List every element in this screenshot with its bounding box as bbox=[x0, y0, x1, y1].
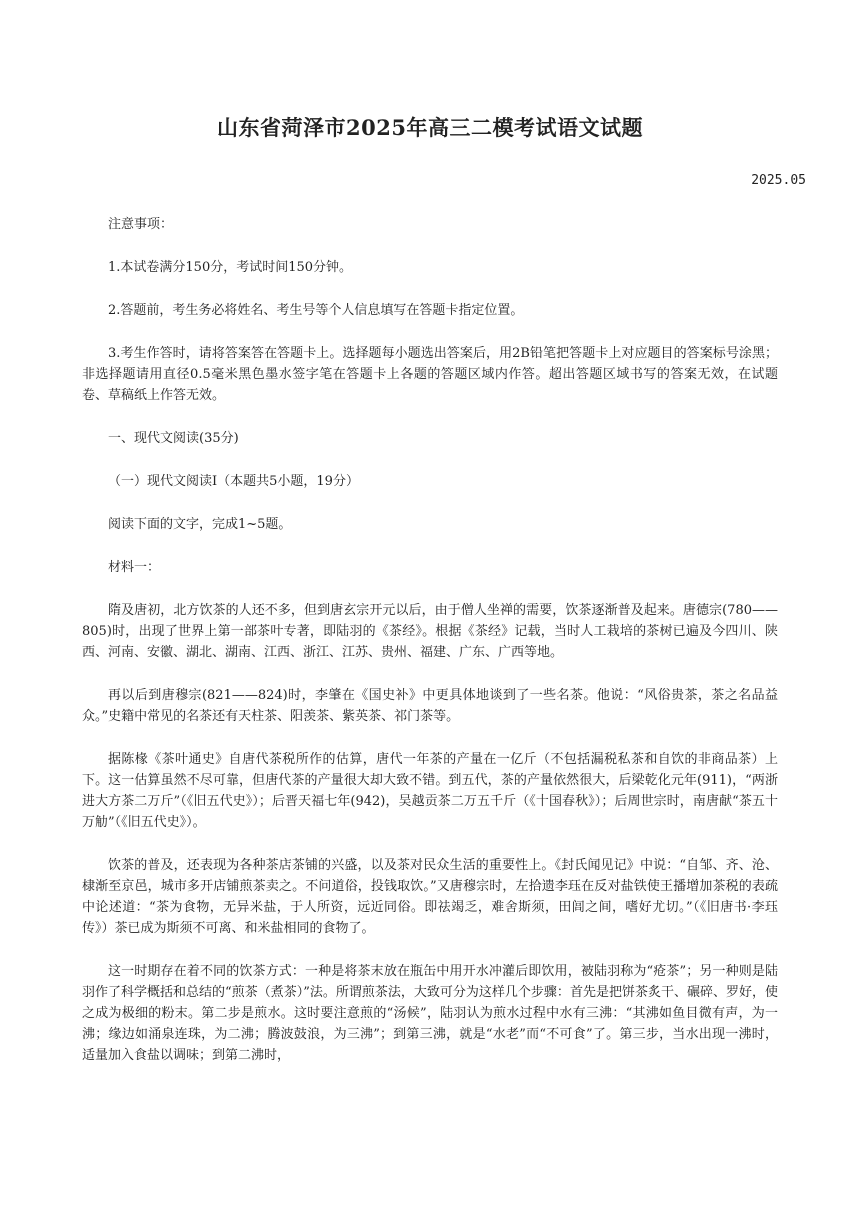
exam-date: 2025.05 bbox=[751, 173, 806, 188]
document-body bbox=[82, 214, 778, 1088]
paragraph-5: 这一时期存在着不同的饮茶方式：一种是将茶末放在瓶缶中用开水冲灌后即饮用，被陆羽称为“疮茶”；另一种则是陆羽作了科学概括和总结的“煎茶（煮茶）”法。所谓煎茶法，大致可分为这样几个步骤：首先是把饼茶炙干、碾碎、罗好，使之成为极细的粉末。第二步是煎水。这时要注意煎的“汤候”，陆羽认为煎水过程中水有三沸：“其沸如鱼目微有声，为一沸；缘边如涌泉连珠，为二沸；腾波鼓浪，为三沸”；到第三沸，就是“水老”而“不可食”了。第三步，当水出现一沸时，适量加入食盐以调味；到第二沸时， bbox=[82, 964, 778, 1063]
notice-item-3: 3.考生作答时，请将答案答在答题卡上。选择题每小题选出答案后，用2B铅笔把答题卡上对应题目的答案标号涂黑；非选择题请用直径0.5毫米黑色墨水签字笔在答题卡上各题的答题区域内作答。超出答题区域书写的答案无效，在试题卷、草稿纸上作答无效。 bbox=[82, 346, 778, 403]
paragraph-3: 据陈椽《茶叶通史》自唐代茶税所作的估算，唐代一年茶的产量在一亿斤（不包括漏税私茶和自饮的非商品茶）上下。这一估算虽然不尽可靠，但唐代茶的产量很大却大致不错。到五代，茶的产量依然很大，后梁乾化元年(911)，“两浙进大方茶二万斤”（《旧五代史》）；后晋天福七年(942)，吴越贡茶二万五千斤（《十国春秋》）；后周世宗时，南唐献“茶五十万觔”（《旧五代史》）。 bbox=[82, 752, 778, 830]
subsection-heading: （一）现代文阅读Ⅰ（本题共5小题，19分） bbox=[108, 474, 359, 489]
paragraph-1: 隋及唐初，北方饮茶的人还不多，但到唐玄宗开元以后，由于僧人坐禅的需要，饮茶逐渐普及起来。唐德宗(780——805)时，出现了世界上第一部茶叶专著，即陆羽的《茶经》。根据《茶经》记载，当时人工栽培的茶树已遍及今四川、陕西、河南、安徽、湖北、湖南、江西、浙江、江苏、贵州、福建、广东、广西等地。 bbox=[82, 603, 778, 660]
section-heading: 一、现代文阅读(35分) bbox=[108, 431, 239, 446]
notice-heading: 注意事项： bbox=[108, 217, 174, 232]
material-label: 材料一： bbox=[108, 560, 161, 575]
instruction-text: 阅读下面的文字，完成1~5题。 bbox=[108, 517, 292, 532]
notice-item-1: 1.本试卷满分150分，考试时间150分钟。 bbox=[108, 260, 353, 275]
paragraph-4: 饮茶的普及，还表现为各种茶店茶铺的兴盛，以及茶对民众生活的重要性上。《封氏闻见记》中说：“自邹、齐、沧、棣渐至京邑，城市多开店铺煎茶卖之。不问道俗，投钱取饮。”又唐穆宗时，左拾遗李珏在反对盐铁使王播增加茶税的表疏中论述道：“茶为食物，无异米盐，于人所资，远近同俗。即祛竭乏，难舍斯须，田闾之间，嗜好尤切。”（《旧唐书·李珏传》）茶已成为斯须不可离、和米盐相同的食物了。 bbox=[82, 858, 778, 936]
document-title: 山东省菏泽市2025年高三二模考试语文试题 bbox=[217, 115, 643, 140]
notice-item-2: 2.答题前，考生务必将姓名、考生号等个人信息填写在答题卡指定位置。 bbox=[108, 303, 524, 318]
paragraph-2: 再以后到唐穆宗(821——824)时，李肇在《国史补》中更具体地谈到了一些名茶。他说：“风俗贵茶，茶之名品益众。”史籍中常见的名茶还有天柱茶、阳羡茶、紫英茶、祁门茶等。 bbox=[82, 688, 778, 724]
